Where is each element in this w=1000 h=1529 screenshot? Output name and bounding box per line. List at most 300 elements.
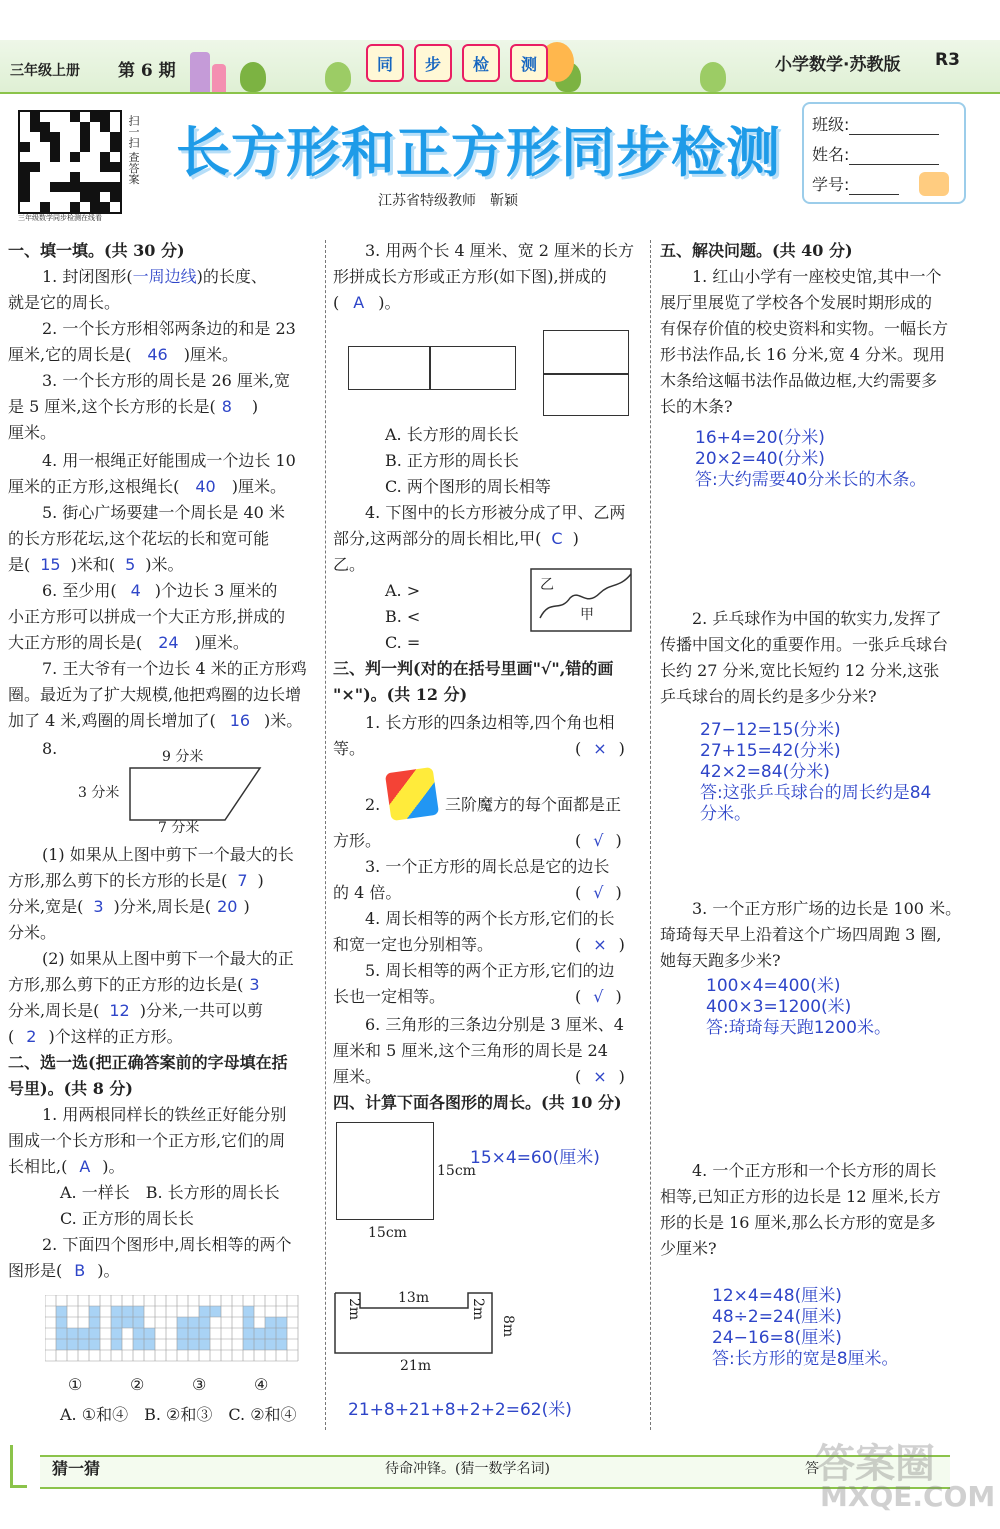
handwritten-answer: 100×4=400(米) [706,976,841,996]
question-text: 的 4 倍。 [333,883,402,902]
qr-module [80,202,90,212]
castle-illustration [212,64,226,92]
grid-cell-filled [265,1317,276,1328]
question-text: 2. 一个长方形相邻两条边的和是 23 [42,319,296,338]
qr-module [80,192,90,202]
question-text: 传播中国文化的重要作用。一张乒乓球台 [660,635,949,654]
qr-module [90,142,100,152]
grid-cell-filled [199,1339,210,1350]
grid-cell-filled [210,1306,221,1317]
qr-module [110,122,120,132]
qr-module [40,192,50,202]
qr-module [90,112,100,122]
qr-module [50,192,60,202]
judge-bracket: ( × ) [575,935,625,954]
question-text: 大正方形的周长是( 24 )厘米。 [8,633,249,652]
grid-cell-filled [111,1339,122,1350]
question-text: 2. 下面四个图形中,周长相等的两个 [42,1235,292,1254]
qr-module [110,132,120,142]
question-text: ( A )。 [333,293,401,312]
handwritten-answer: 24−16=8(厘米) [712,1328,842,1348]
qr-module [30,122,40,132]
section-judge: 三、判一判(对的在括号里画"√",错的画 [333,659,614,678]
qr-module [60,162,70,172]
qr-module [50,162,60,172]
grid-cell-filled [243,1339,254,1350]
header-banner [0,40,1000,94]
qr-module [80,182,90,192]
question-text: 4. 周长相等的两个长方形,它们的长 [365,909,615,928]
judge-bracket: ( √ ) [575,831,622,850]
grid-cell-filled [89,1306,100,1317]
class-label: 班级: [812,115,850,134]
grid-cell-filled [89,1317,100,1328]
qr-module [100,202,110,212]
qr-module [70,112,80,122]
qr-module [90,152,100,162]
qr-module [70,192,80,202]
qr-caption: 三年级数学同步检测在线看 [18,214,102,222]
rectangle-half [430,346,516,390]
option-text: B. < [385,607,421,626]
grid-cell-filled [56,1306,67,1317]
tree-illustration [700,62,726,92]
answer: 20 [217,897,238,916]
grid-cell-filled [199,1328,210,1339]
answer: √ [593,831,604,850]
qr-module [110,112,120,122]
question-text: 三阶魔方的每个面都是正 [445,795,622,814]
option-text: C. 两个图形的周长相等 [385,477,551,496]
question-text: 3. 一个正方形广场的边长是 100 米。 [692,899,962,918]
grid-cell-filled [199,1317,210,1328]
qr-module [100,142,110,152]
figure-label: 9 分米 [162,749,204,765]
question-text: 厘米。 [333,1067,382,1086]
question-text: 1. 封闭图形(一周边线)的长度、 [42,267,267,286]
question-text: 形书法作品,长 16 分米,宽 4 分米。现用 [660,345,946,364]
handwritten-answer: 20×2=40(分米) [695,449,825,469]
question-text: 和宽一定也分别相等。 [333,935,494,954]
class-field[interactable] [849,118,939,135]
qr-module [20,112,30,122]
footer-riddle-label: 猜一猜 [52,1459,101,1478]
question-text: 分米,周长是( 12 )分米,一共可以剪 [8,1001,264,1020]
question-text: 厘米,它的周长是( 46 )厘米。 [8,345,238,364]
grid-cell-filled [276,1339,287,1350]
qr-module [50,202,60,212]
badge-char: 同 [366,44,404,82]
handwritten-answer: 分米。 [700,804,751,824]
judge-bracket: ( × ) [575,739,625,758]
handwritten-answer: 答:长方形的宽是8厘米。 [712,1349,899,1369]
question-text: 8. [42,739,58,758]
answer: √ [593,987,604,1006]
grid-cell-filled [177,1339,188,1350]
handwritten-answer: 答:这张乒乓球台的周长约是84 [700,783,932,803]
qr-module [30,142,40,152]
option-text: C. = [385,633,421,652]
answer: 7 [237,871,248,890]
question-text: 方形。 [333,831,382,850]
id-label: 学号: [812,175,850,194]
option-text: C. 正方形的周长长 [60,1209,194,1228]
grid-cell-filled [199,1306,210,1317]
handwritten-answer: 12×4=48(厘米) [712,1286,842,1306]
answer: 8 [221,397,232,416]
question-text: 少厘米? [660,1239,717,1258]
handwritten-answer: 400×3=1200(米) [706,997,852,1017]
question-text: 形的长是 16 厘米,那么长方形的宽是多 [660,1213,936,1232]
section-problems: 五、解决问题。(共 40 分) [660,241,853,260]
figure-number: ④ [254,1375,269,1394]
grid-cell-filled [243,1306,254,1317]
grid-cell-filled [133,1339,144,1350]
qr-module [80,142,90,152]
question-text: 1. 长方形的四条边相等,四个角也相 [365,713,615,732]
section-fill-in: 一、填一填。(共 30 分) [8,241,185,260]
question-text: 厘米和 5 厘米,这个三角形的周长是 24 [333,1041,608,1060]
page-title: 长方形和正方形同步检测 [176,121,781,184]
qr-module [60,202,70,212]
badge-char: 测 [510,44,548,82]
name-label: 姓名: [812,145,850,164]
handwritten-answer: 答:大约需要40分米长的木条。 [695,470,927,490]
question-text: 3. 一个长方形的周长是 26 厘米,宽 [42,371,290,390]
question-text: 形拼成长方形或正方形(如下图),拼成的 [333,267,607,286]
handwritten-answer: 42×2=84(分米) [700,762,830,782]
question-text: 部分,这两部分的周长相比,甲( C ) [333,529,579,548]
badge-char: 步 [414,44,452,82]
answer: A [79,1157,91,1176]
qr-module [110,172,120,182]
footer-bracket [10,1445,27,1488]
section-choice: 号里)。(共 8 分) [8,1079,133,1098]
grid-cell-filled [122,1306,133,1317]
grid-cell-filled [56,1317,67,1328]
sync-test-badges [366,44,548,82]
giraffe-illustration [919,172,949,196]
qr-module [100,152,110,162]
figure-label: 15cm [368,1225,407,1241]
question-text: 有保存价值的校史资料和实物。一幅长方 [660,319,949,338]
grid-cell-filled [111,1306,122,1317]
question-text: 厘米的正方形,这根绳长( 40 )厘米。 [8,477,286,496]
qr-module [110,202,120,212]
grid-cell-filled [243,1328,254,1339]
question-text: 5. 周长相等的两个正方形,它们的边 [365,961,615,980]
question-text: ( 2 )个这样的正方形。 [8,1027,183,1046]
name-field[interactable] [849,148,939,165]
figure-label: 7 分米 [158,820,200,836]
qr-module [110,192,120,202]
qr-module [70,162,80,172]
qr-module [90,182,100,192]
question-text: 6. 三角形的三条边分别是 3 厘米、4 [365,1015,624,1034]
qr-module [20,202,30,212]
handwritten-answer: 21+8+21+8+2+2=62(米) [348,1400,572,1420]
qr-module [20,152,30,162]
qr-module [30,162,40,172]
qr-code-icon[interactable] [18,110,122,214]
question-text: 乙。 [333,555,366,574]
qr-module [110,182,120,192]
figure-label: 2m [346,1298,362,1321]
question-text: 4. 用一根绳正好能围成一个边长 10 [42,451,296,470]
square-half [543,330,629,374]
answer: √ [593,883,604,902]
qr-module [80,162,90,172]
qr-module [100,162,110,172]
grade-label: 三年级上册 [10,63,80,79]
handwritten-answer: 27+15=42(分米) [700,741,841,761]
figure-label: 15cm [437,1163,476,1179]
question-text: 分米,宽是( 3 )分米,周长是( 20 ) [8,897,250,916]
question-text: 6. 至少用( 4 )个边长 3 厘米的 [42,581,278,600]
qr-module [50,182,60,192]
qr-module [80,112,90,122]
question-text: 4. 一个正方形和一个长方形的周长 [692,1161,937,1180]
question-text: (1) 如果从上图中剪下一个最大的长 [42,845,294,864]
grid-cell-filled [89,1328,100,1339]
grid-cell-filled [111,1328,122,1339]
question-text: 小正方形可以拼成一个大正方形,拼成的 [8,607,286,626]
answer: 4 [130,581,141,600]
question-text: 展厅里展览了学校各个发展时期形成的 [660,293,933,312]
grid-cell-filled [276,1328,287,1339]
watermark-url: MXQE.COM [820,1480,996,1513]
grid-cell-filled [144,1328,155,1339]
question-text: 2. [365,795,381,814]
question-text: 长相比,( A )。 [8,1157,125,1176]
answer: 2 [26,1027,37,1046]
grid-cell-filled [133,1328,144,1339]
grid-cell-filled [78,1339,89,1350]
option-text: A. ①和④ B. ②和③ C. ②和④ [60,1405,297,1424]
option-text: A. 长方形的周长长 [385,425,519,444]
figure-number: ③ [192,1375,207,1394]
qr-module [20,172,30,182]
qr-module [90,132,100,142]
figure-label: 13m [398,1290,430,1306]
qr-module [40,182,50,192]
qr-module [70,132,80,142]
qr-module [30,172,40,182]
question-text: 圈。最近为了扩大规模,他把鸡圈的边长增 [8,685,302,704]
grid-cell-filled [133,1306,144,1317]
qr-module [60,122,70,132]
qr-module [50,152,60,162]
qr-module [20,142,30,152]
grid-cell-filled [133,1317,144,1328]
question-text: 7. 王大爷有一个边长 4 米的正方形鸡 [42,659,307,678]
question-text: 方形,那么剪下的长方形的长是( 7 ) [8,871,264,890]
figure-label: 8m [500,1315,516,1338]
qr-module [50,132,60,142]
handwritten-answer: 16+4=20(分米) [695,428,825,448]
answer: × [593,1067,607,1086]
qr-module [40,162,50,172]
grid-cell-filled [67,1328,78,1339]
answer: × [593,739,607,758]
handwritten-answer: 48÷2=24(厘米) [712,1307,842,1327]
qr-module [70,172,80,182]
grid-cell-filled [276,1317,287,1328]
rubiks-cube-icon [385,767,439,821]
qr-module [90,162,100,172]
question-text: 琦琦每天早上沿着这个广场四周跑 3 圈, [660,925,942,944]
qr-module [80,152,90,162]
qr-module [20,122,30,132]
option-text: A. > [385,581,421,600]
question-text: 加了 4 米,鸡圈的周长增加了( 16 )米。 [8,711,303,730]
qr-module [70,182,80,192]
qr-module [100,122,110,132]
qr-module [30,152,40,162]
qr-module [110,142,120,152]
grid-cell-filled [243,1317,254,1328]
answer: × [593,935,607,954]
grid-cell-filled [254,1339,265,1350]
grid-cell-filled [265,1339,276,1350]
figure-number: ② [130,1375,145,1394]
qr-module [90,192,100,202]
question-text: 是( 15 )米和( 5 )米。 [8,555,184,574]
qr-module [40,202,50,212]
answer: 12 [109,1001,130,1020]
grid-cell-filled [122,1317,133,1328]
badge-char: 检 [462,44,500,82]
grid-cell-filled [254,1328,265,1339]
figure-label: 甲 [580,607,594,623]
question-text: 长的木条? [660,397,733,416]
question-text: 图形是( B )。 [8,1261,120,1280]
grid-cell-filled [67,1339,78,1350]
qr-module [50,122,60,132]
question-text: 就是它的周长。 [8,293,121,312]
figure-number: ① [68,1375,83,1394]
question-text: 4. 下图中的长方形被分成了甲、乙两 [365,503,626,522]
judge-bracket: ( × ) [575,1067,625,1086]
grid-cell-filled [177,1328,188,1339]
square-half [543,374,629,416]
question-text: 1. 红山小学有一座校史馆,其中一个 [692,267,942,286]
grid-cell-filled [188,1339,199,1350]
qr-module [100,132,110,142]
answer: C [551,529,563,548]
id-field[interactable] [849,178,899,195]
qr-module [110,152,120,162]
handwritten-answer: 15×4=60(厘米) [470,1148,600,1168]
grid-cell-filled [56,1328,67,1339]
qr-module [70,152,80,162]
grid-cell-filled [265,1328,276,1339]
option-text: B. 正方形的周长长 [385,451,519,470]
qr-module [90,122,100,132]
section-perimeter: 四、计算下面各图形的周长。(共 10 分) [333,1093,622,1112]
section-judge: "×")。(共 12 分) [333,685,468,704]
answer: 15 [40,555,61,574]
grid-cell-filled [89,1339,100,1350]
qr-module [60,152,70,162]
qr-module [20,162,30,172]
qr-module [40,112,50,122]
question-text: (2) 如果从上图中剪下一个最大的正 [42,949,294,968]
answer: 16 [229,711,251,730]
figure-label: 21m [400,1358,432,1374]
issue-label: 第 6 期 [118,61,176,81]
answer: 46 [147,345,168,364]
figure-label: 乙 [540,577,554,593]
qr-module [80,172,90,182]
qr-module [70,122,80,132]
qr-module [90,172,100,182]
figure-label: 3 分米 [78,785,120,801]
author-line: 江苏省特级教师 靳颖 [378,193,518,209]
qr-module [80,132,90,142]
question-text: 的长方形花坛,这个花坛的长和宽可能 [8,529,270,548]
question-text: 3. 一个正方形的周长总是它的边长 [365,857,610,876]
answer: 24 [158,633,179,652]
grid-figures [45,1295,300,1370]
qr-module [40,152,50,162]
qr-side-text: 扫一扫 查答案 [127,115,140,185]
tree-illustration [325,62,351,92]
qr-module [60,112,70,122]
castle-illustration [190,52,210,92]
tree-illustration [240,62,266,92]
qr-module [100,182,110,192]
question-text: 围成一个长方形和一个正方形,它们的周 [8,1131,286,1150]
judge-bracket: ( √ ) [575,987,622,1006]
question-text: 相等,已知正方形的边长是 12 厘米,长方 [660,1187,941,1206]
question-text: 乒乓球台的周长约是多少分米? [660,687,877,706]
qr-module [100,172,110,182]
grid-cell-filled [188,1328,199,1339]
qr-module [40,132,50,142]
question-text: 她每天跑多少米? [660,951,781,970]
qr-module [60,142,70,152]
question-text: 长约 27 分米,宽比长短约 12 分米,这张 [660,661,940,680]
qr-module [50,112,60,122]
question-text: 等。 [333,739,366,758]
question-text: 木条给这幅书法作品做边框,大约需要多 [660,371,938,390]
square-figure [336,1122,434,1220]
question-text: 5. 街心广场要建一个周长是 40 米 [42,503,285,522]
answer: 40 [195,477,216,496]
question-text: 厘米。 [8,423,57,442]
watermark-logo: 答案圈 [815,1441,935,1487]
grid-cell-filled [111,1317,122,1328]
section-choice: 二、选一选(把正确答案前的字母填在括 [8,1053,288,1072]
grid-cell-filled [144,1339,155,1350]
rectangle-half [348,346,430,390]
student-info-box [802,102,966,204]
question-text: 1. 用两根同样长的铁丝正好能分别 [42,1105,287,1124]
column-divider [325,240,326,1430]
option-text: A. 一样长 B. 长方形的周长长 [60,1183,280,1202]
qr-module [60,192,70,202]
qr-module [20,182,30,192]
grid-cell-filled [78,1328,89,1339]
qr-module [60,172,70,182]
qr-module [70,202,80,212]
qr-module [30,202,40,212]
qr-module [110,162,120,172]
qr-module [50,142,60,152]
qr-module [60,182,70,192]
footer-riddle: 待命冲锋。(猜一数学名词) [385,1461,550,1477]
